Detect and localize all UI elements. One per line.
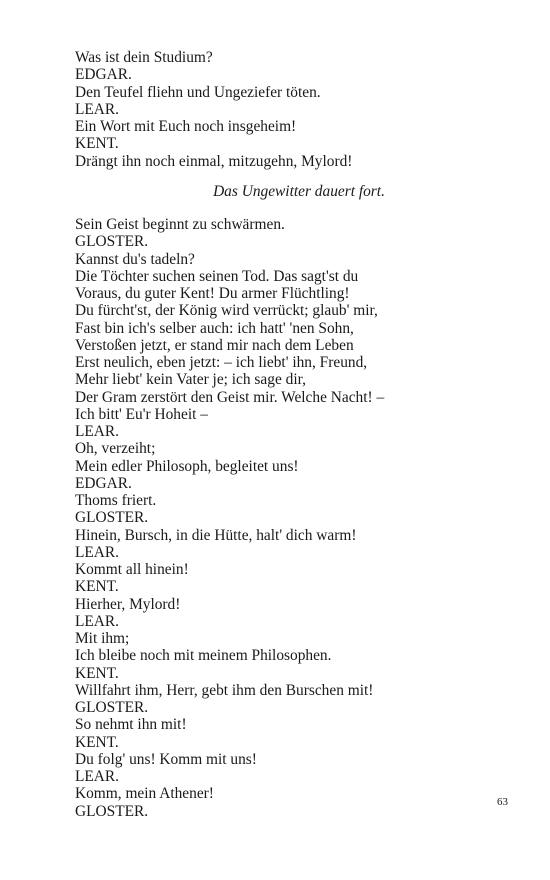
speaker-name: LEAR. xyxy=(75,612,120,630)
text-line: Oh, verzeiht; xyxy=(75,440,156,458)
speaker-name: GLOSTER. xyxy=(75,509,149,527)
speaker-name: KENT. xyxy=(75,664,119,682)
speaker-name: LEAR. xyxy=(75,100,120,118)
page-number: 63 xyxy=(497,796,508,808)
text-line: Was ist dein Studium? xyxy=(75,49,213,66)
text-block-top xyxy=(75,49,495,170)
text-line: So nehmt ihn mit! xyxy=(75,716,187,734)
speaker-name: GLOSTER. xyxy=(75,802,149,820)
text-line: Thoms friert. xyxy=(75,492,157,509)
speaker-name: LEAR. xyxy=(75,543,120,561)
text-line: Mit ihm; xyxy=(75,630,130,647)
speaker-name: GLOSTER. xyxy=(75,233,149,251)
speaker-name: LEAR. xyxy=(75,768,120,785)
text-line: Hierher, Mylord! xyxy=(75,595,181,613)
text-line: Der Gram zerstört den Geist mir. Welche Nacht! – xyxy=(75,388,385,406)
text-line: Sein Geist beginnt zu schwärmen. xyxy=(75,216,285,233)
text-line: Fast bin ich's selber auch: ich hatt' 'nen Sohn, xyxy=(75,319,354,337)
text-line: Mein edler Philosoph, begleitet uns! xyxy=(75,457,299,475)
text-line: Komm, mein Athener! xyxy=(75,785,214,803)
speaker-name: EDGAR. xyxy=(75,474,132,492)
text-line: Verstoßen jetzt, er stand mir nach dem Leben xyxy=(75,336,354,354)
speaker-name: KENT. xyxy=(75,578,119,596)
speaker-name: LEAR. xyxy=(75,423,120,440)
text-line: Ein Wort mit Euch noch insgeheim! xyxy=(75,118,297,135)
text-line: Ich bitt' Eu'r Hoheit – xyxy=(75,405,208,423)
speaker-name: KENT. xyxy=(75,135,119,153)
text-line: Du fürcht'st, der König wird verrückt; glaub' mir, xyxy=(75,302,378,320)
text-line: Mehr liebt' kein Vater je; ich sage dir, xyxy=(75,371,306,389)
text-line: Voraus, du guter Kent! Du armer Flüchtling! xyxy=(75,285,350,302)
text-line: Drängt ihn noch einmal, mitzugehn, Mylord! xyxy=(75,152,353,170)
speaker-name: KENT. xyxy=(75,733,119,751)
speaker-name: GLOSTER. xyxy=(75,699,149,716)
text-line: Ich bleibe noch mit meinem Philosophen. xyxy=(75,647,332,665)
text-line: Hinein, Bursch, in die Hütte, halt' dich warm! xyxy=(75,526,357,544)
text-line: Kannst du's tadeln? xyxy=(75,250,195,268)
text-line: Erst neulich, eben jetzt: – ich liebt' ihn, Freund, xyxy=(75,354,368,371)
text-line: Die Töchter suchen seinen Tod. Das sagt'st du xyxy=(75,267,359,285)
text-line: Kommt all hinein! xyxy=(75,561,189,578)
stage-direction: Das Ungewitter dauert fort. xyxy=(213,183,385,200)
text-block-main xyxy=(75,216,495,820)
speaker-name: EDGAR. xyxy=(75,66,132,84)
text-line: Willfahrt ihm, Herr, gebt ihm den Burschen mit! xyxy=(75,681,374,699)
text-line: Den Teufel fliehn und Ungeziefer töten. xyxy=(75,83,321,101)
text-line: Du folg' uns! Komm mit uns! xyxy=(75,750,257,768)
